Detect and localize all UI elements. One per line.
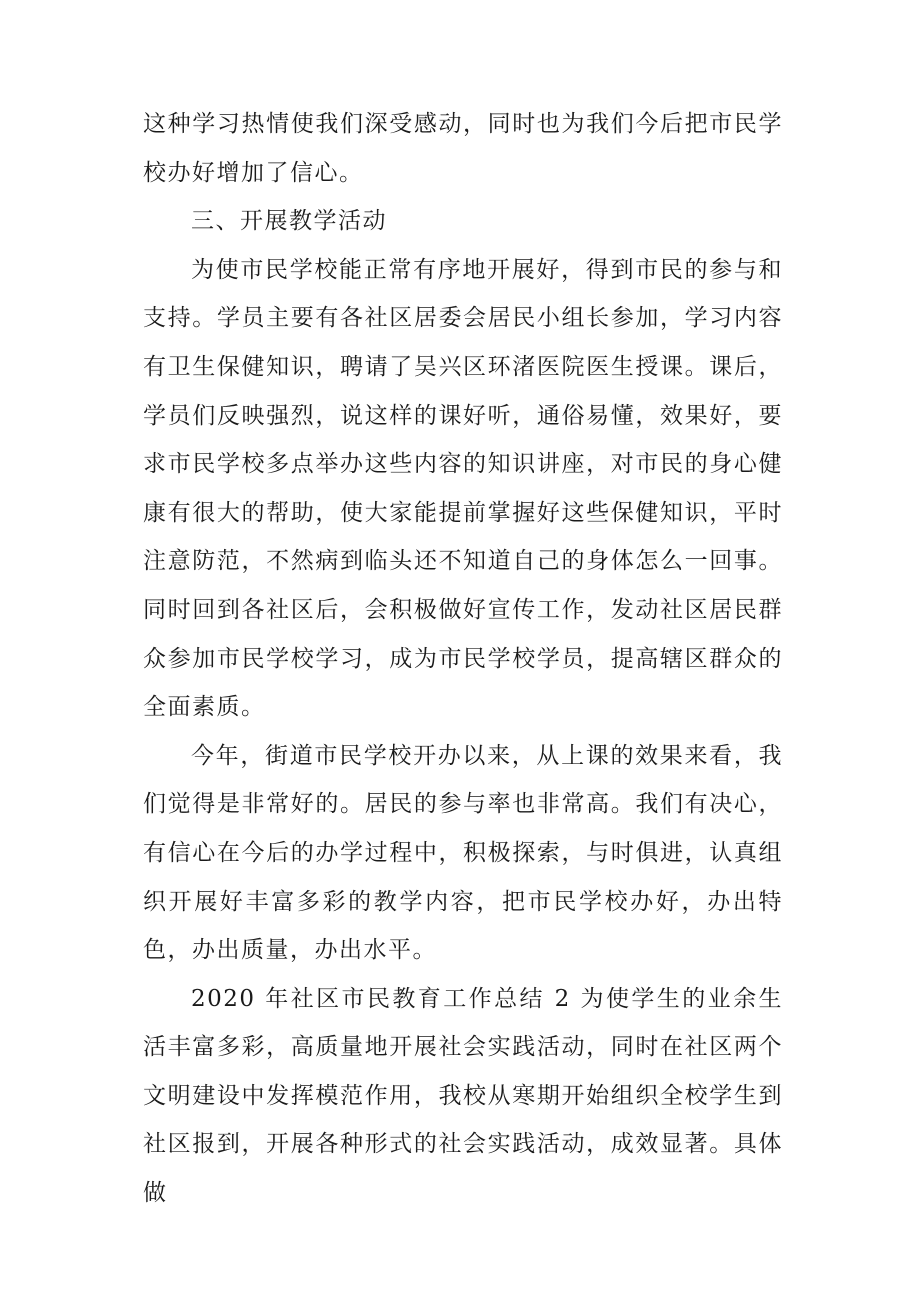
paragraph-continued: 这种学习热情使我们深受感动，同时也为我们今后把市民学校办好增加了信心。: [143, 111, 783, 186]
document-body: [143, 100, 783, 1218]
paragraph-teaching-activities: 为使市民学校能正常有序地开展好，得到市民的参与和支持。学员主要有各社区居委会居民小组长参加，学习内容有卫生保健知识，聘请了吴兴区环渚医院医生授课。课后，学员们反映强烈，说这样的课好听，通俗易懂，效果好，要求市民学校多点举办这些内容的知识讲座，对市民的身心健康有很大的帮助，使大家能提前掌握好这些保健知识，平时注意防范，不然病到临头还不知道自己的身体怎么一回事。同时回到各社区后，会积极做好宣传工作，发动社区居民群众参加市民学校学习，成为市民学校学员，提高辖区群众的全面素质。: [143, 256, 783, 721]
paragraph-this-year: 今年，街道市民学校开办以来，从上课的效果来看，我们觉得是非常好的。居民的参与率也非常高。我们有决心，有信心在今后的办学过程中，积极探索，与时俱进，认真组织开展好丰富多彩的教学内容，把市民学校办好，办出特色，办出质量，办出水平。: [143, 742, 783, 964]
section-heading: 三、开展教学活动: [191, 208, 387, 235]
paragraph-summary-2: 2020 年社区市民教育工作总结 2 为使学生的业余生活丰富多彩，高质量地开展社会实践活动，同时在社区两个文明建设中发挥模范作用，我校从寒期开始组织全校学生到社区报到，开展各种形式的社会实践活动，成效显著。具体做: [143, 985, 783, 1207]
